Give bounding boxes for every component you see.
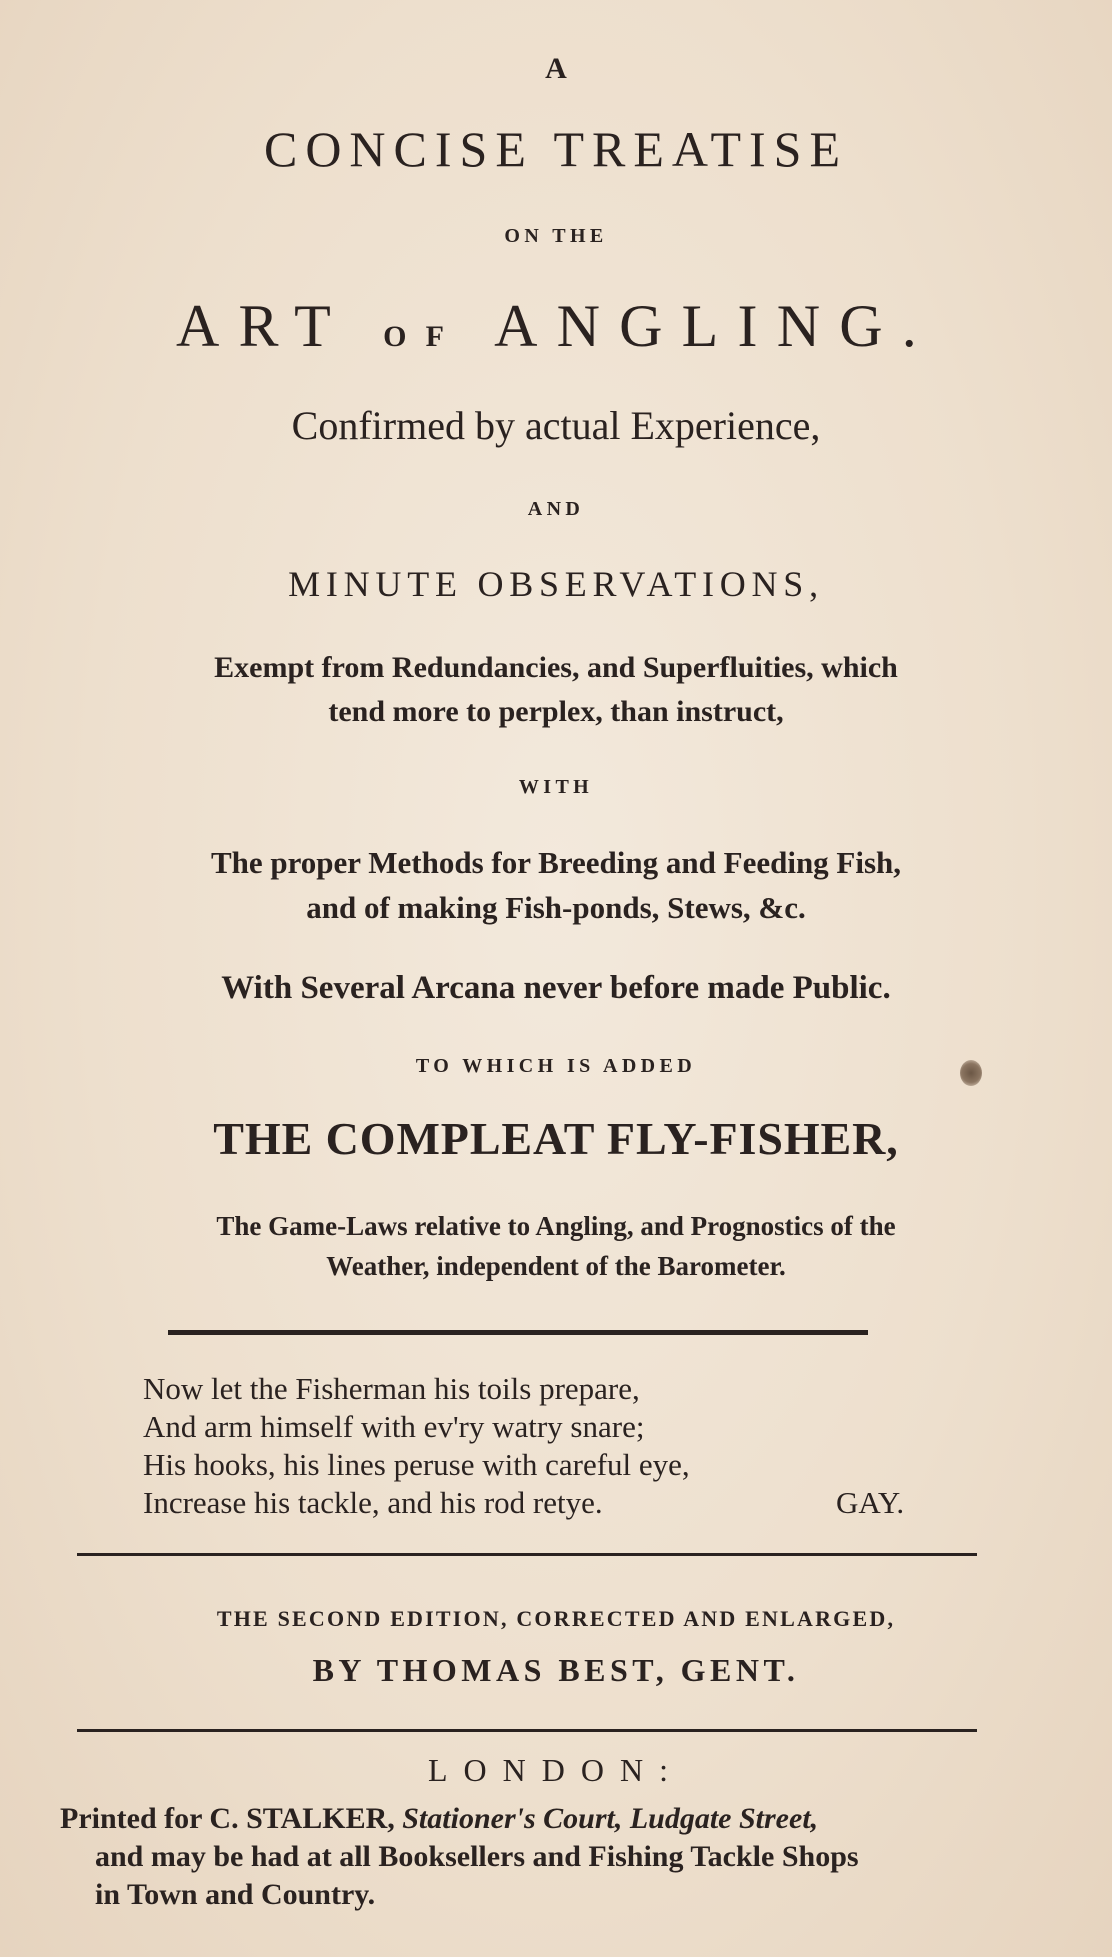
poem-author: GAY.	[836, 1485, 905, 1520]
edition-line: THE SECOND EDITION, CORRECTED AND ENLARGED,	[216, 1606, 896, 1631]
title-art: ART	[176, 293, 349, 359]
imprint-block	[60, 1800, 1052, 1914]
subtitle-and: AND	[527, 498, 585, 520]
title-on-the: ON THE	[504, 225, 608, 247]
imprint-address: Stationer's Court, Ludgate Street,	[402, 1802, 819, 1835]
subtitle-confirmed: Confirmed by actual Experience,	[291, 403, 821, 448]
subtitle-to-which-is-added: TO WHICH IS ADDED	[415, 1055, 697, 1077]
title-line-concise-treatise: CONCISE TREATISE	[263, 121, 849, 177]
title-of: OF	[383, 320, 464, 353]
poem-line: And arm himself with ev'ry watry snare;	[143, 1409, 645, 1444]
description-methods-2: and of making Fish-ponds, Stews, &c.	[306, 890, 806, 925]
poem-line: Now let the Fisherman his toils prepare,	[143, 1371, 640, 1406]
subtitle-compleat-fly-fisher: THE COMPLEAT FLY-FISHER,	[213, 1113, 899, 1164]
imprint-line-2: and may be had at all Booksellers and Fishing Tackle Shops	[95, 1840, 859, 1873]
description-arcana: With Several Arcana never before made Public.	[221, 970, 891, 1006]
imprint-printed-for: Printed for	[60, 1802, 202, 1835]
title-article: A	[545, 52, 567, 85]
imprint-line-3: in Town and Country.	[95, 1878, 376, 1911]
description-game-laws-1: The Game-Laws relative to Angling, and Prognostics of the	[216, 1211, 896, 1241]
edition-author: BY THOMAS BEST, GENT.	[312, 1652, 800, 1688]
description-methods-1: The proper Methods for Breeding and Feeding Fish,	[210, 845, 902, 880]
divider-rule-1	[168, 1330, 868, 1335]
subtitle-with: WITH	[518, 776, 594, 798]
imprint-line-1	[60, 1800, 1052, 1838]
poem-line: His hooks, his lines peruse with careful eye,	[143, 1447, 690, 1482]
subtitle-minute-observations: MINUTE OBSERVATIONS,	[288, 564, 824, 604]
divider-rule-3	[77, 1729, 977, 1732]
imprint-printer: C. STALKER,	[209, 1802, 395, 1835]
divider-rule-2	[77, 1553, 977, 1556]
description-game-laws-2: Weather, independent of the Barometer.	[326, 1251, 786, 1281]
imprint-city: LONDON:	[428, 1752, 684, 1788]
title-art-of-angling	[0, 292, 1112, 361]
epigraph-poem	[143, 1370, 943, 1522]
description-exempt-1: Exempt from Redundancies, and Superfluities, which	[214, 651, 898, 684]
poem-line: Increase his tackle, and his rod retye.	[143, 1485, 603, 1520]
description-exempt-2: tend more to perplex, than instruct,	[328, 695, 784, 728]
title-angling: ANGLING.	[494, 293, 936, 359]
